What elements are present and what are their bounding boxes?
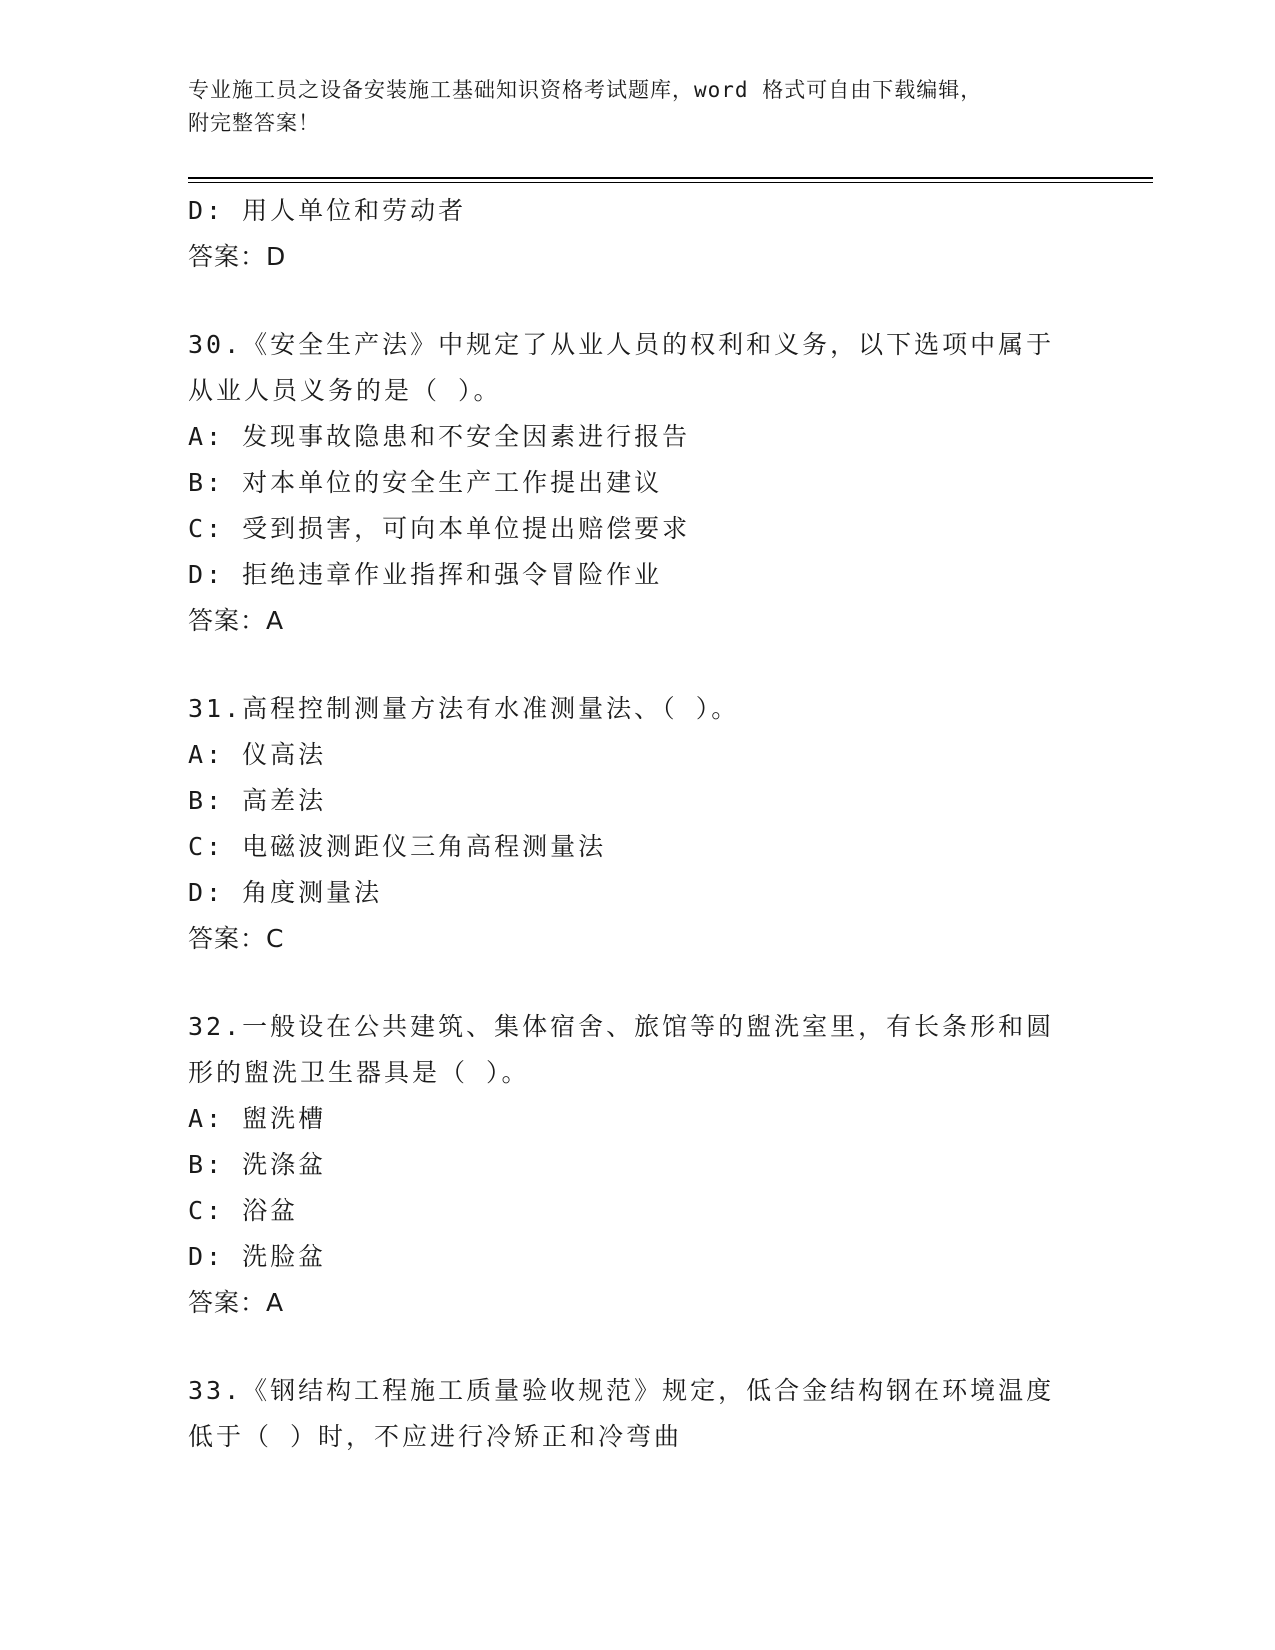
option-b: B: 对本单位的安全生产工作提出建议 — [188, 468, 663, 497]
prev-option-d: D: 用人单位和劳动者 — [188, 196, 467, 225]
header-line-2: 附完整答案！ — [188, 111, 320, 135]
question-32 — [188, 1004, 1088, 1326]
header-line-1: 专业施工员之设备安装施工基础知识资格考试题库，word 格式可自由下载编辑， — [188, 78, 983, 102]
question-31 — [188, 686, 1088, 962]
option-b: B: 洗涤盆 — [188, 1150, 327, 1179]
answer: 答案：A — [188, 1288, 285, 1317]
option-b: B: 高差法 — [188, 786, 327, 815]
question-stem-cont: 从业人员义务的是（ ）。 — [188, 376, 502, 405]
header-rule-thick — [188, 177, 1153, 179]
question-stem-cont: 形的盥洗卫生器具是（ ）。 — [188, 1058, 530, 1087]
question-stem-cont: 低于（ ）时，不应进行冷矫正和冷弯曲 — [188, 1422, 683, 1451]
option-a: A: 仪高法 — [188, 740, 327, 769]
option-c: C: 浴盆 — [188, 1196, 299, 1225]
option-a: A: 盥洗槽 — [188, 1104, 327, 1133]
answer: 答案：C — [188, 924, 285, 953]
question-stem: 30.《安全生产法》中规定了从业人员的权利和义务，以下选项中属于 — [188, 330, 1055, 359]
question-list — [188, 188, 1088, 1460]
option-d: D: 洗脸盆 — [188, 1242, 327, 1271]
question-stem: 32.一般设在公共建筑、集体宿舍、旅馆等的盥洗室里，有长条形和圆 — [188, 1012, 1055, 1041]
question-33 — [188, 1368, 1088, 1460]
question-30 — [188, 322, 1088, 644]
question-stem: 33.《钢结构工程施工质量验收规范》规定，低合金结构钢在环境温度 — [188, 1376, 1055, 1405]
option-c: C: 电磁波测距仪三角高程测量法 — [188, 832, 607, 861]
option-d: D: 角度测量法 — [188, 878, 383, 907]
option-c: C: 受到损害，可向本单位提出赔偿要求 — [188, 514, 691, 543]
answer: 答案：A — [188, 606, 285, 635]
option-d: D: 拒绝违章作业指挥和强令冒险作业 — [188, 560, 663, 589]
header-rule-thin — [188, 182, 1153, 183]
question-stem: 31.高程控制测量方法有水准测量法、（ ）。 — [188, 694, 740, 723]
option-a: A: 发现事故隐患和不安全因素进行报告 — [188, 422, 691, 451]
page-header — [188, 74, 1088, 140]
prev-answer: 答案：D — [188, 242, 287, 271]
